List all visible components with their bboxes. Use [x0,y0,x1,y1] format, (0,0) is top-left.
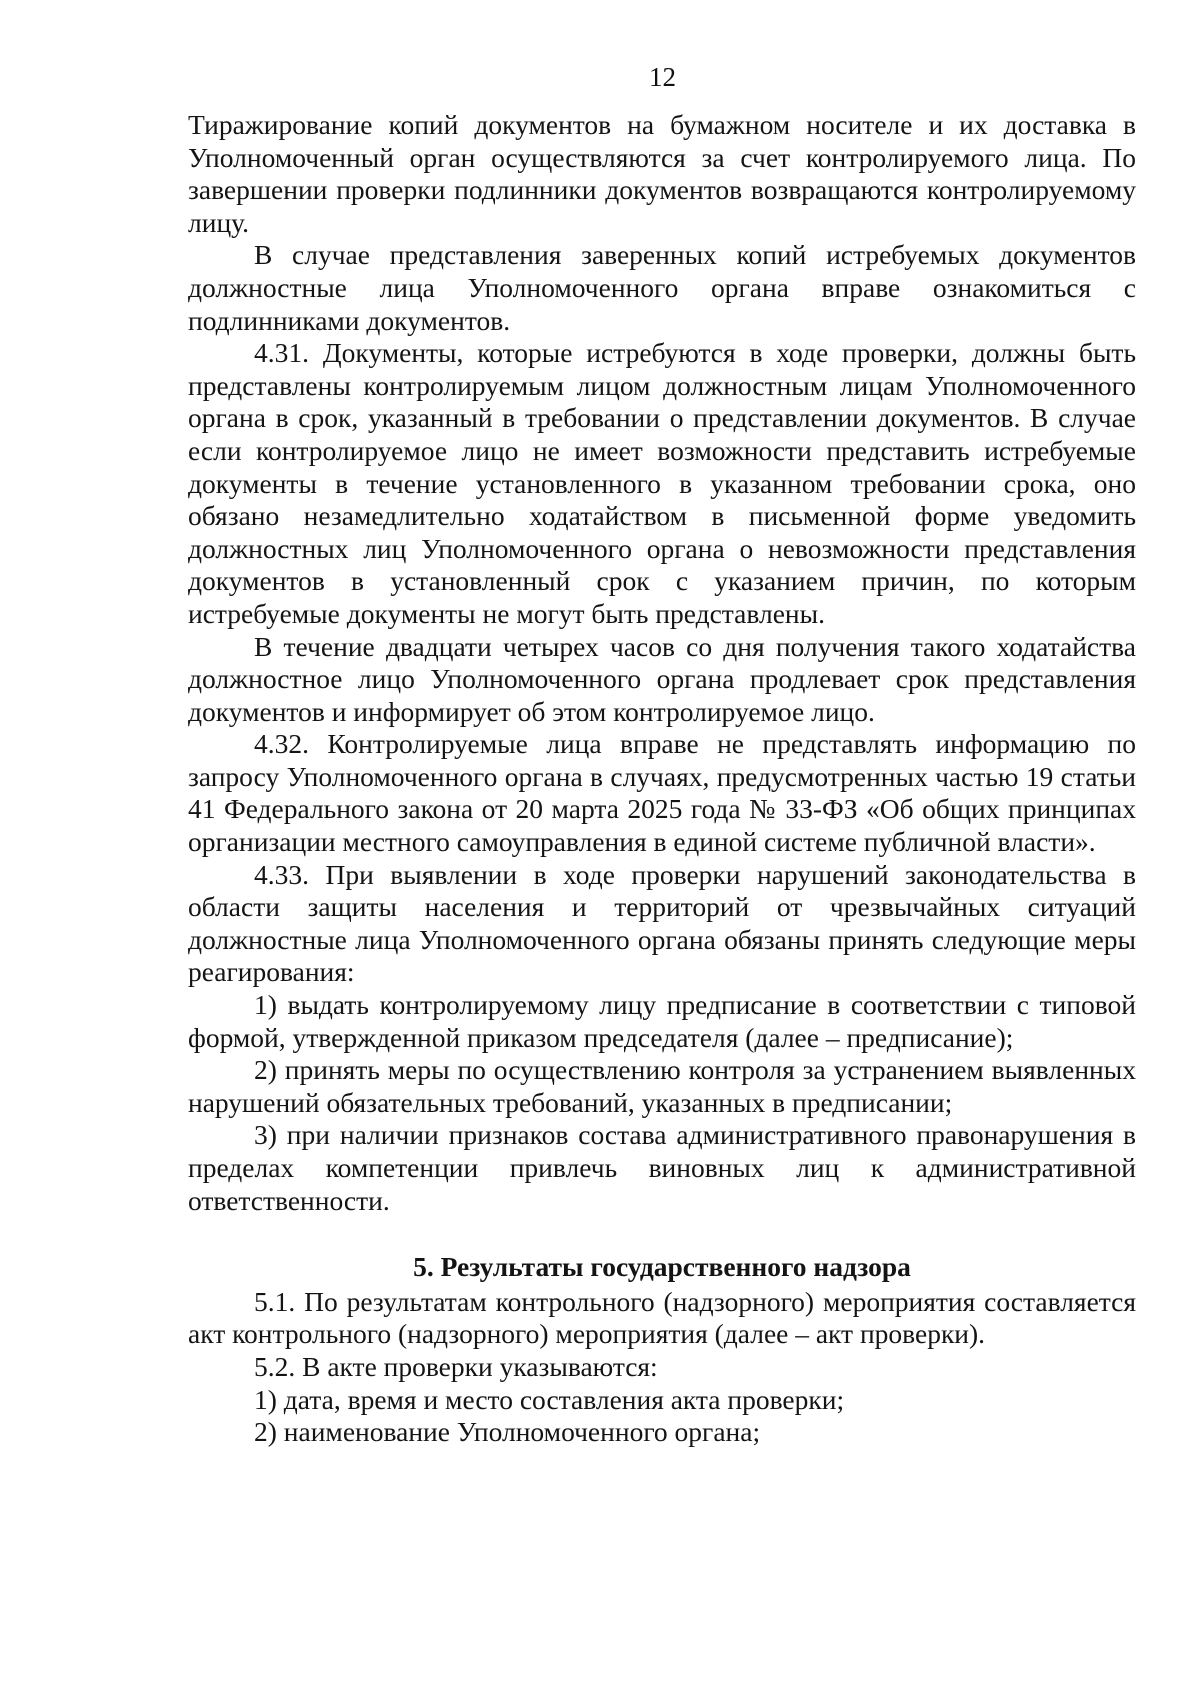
paragraph-4-31: 4.31. Документы, которые истребуются в ходе проверки, должны быть представлены контролируемым лицом должностным лицам Уполномоченного органа в срок, указанный в требовании о представлении документов. В случае если контролируемое лицо не имеет возможности представить истребуемые документы в течение установленного в указанном требовании срока, оно обязано незамедлительно ходатайством в письменной форме уведомить должностных лиц Уполномоченного органа о невозможности представления документов в установленный срок с указанием причин, по которым истребуемые документы не могут быть представлены. [188,337,1136,629]
paragraph-5-2: 5.2. В акте проверки указываются: [254,1350,658,1382]
paragraph-copies-delivery: Тиражирование копий документов на бумажном носителе и их доставка в Уполномоченный орган осуществляются за счет контролируемого лица. По завершении проверки подлинники документов возвращаются контролируемому лицу. [188,109,1136,238]
section-heading: 5. Результаты государственного надзора [413,1251,911,1283]
list-item-5-2-1: 1) дата, время и место составления акта проверки; [254,1383,845,1415]
paragraph-certified-copies: В случае представления заверенных копий истребуемых документов должностные лица Уполномоченного органа вправе ознакомиться с подлинниками документов. [188,239,1136,336]
page-number: 12 [649,62,676,92]
paragraph-4-33: 4.33. При выявлении в ходе проверки нарушений законодательства в области защиты населения и территорий от чрезвычайных ситуаций должностные лица Уполномоченного органа обязаны принять следующие меры реагирования: [188,858,1136,988]
list-item-4-33-2: 2) принять меры по осуществлению контроля за устранением выявленных нарушений обязательных требований, указанных в предписании; [188,1054,1136,1118]
document-body [188,109,1136,1449]
paragraph-24-hours: В течение двадцати четырех часов со дня получения такого ходатайства должностное лицо Уполномоченного органа продлевает срок представления документов и информирует об этом контролируемое лицо. [188,630,1136,727]
list-item-4-33-1: 1) выдать контролируемому лицу предписание в соответствии с типовой формой, утвержденной приказом председателя (далее – предписание); [188,989,1136,1053]
list-item-5-2-2: 2) наименование Уполномоченного органа; [254,1416,761,1448]
paragraph-4-32: 4.32. Контролируемые лица вправе не представлять информацию по запросу Уполномоченного органа в случаях, предусмотренных частью 19 статьи 41 Федерального закона от 20 марта 2025 года № 33-ФЗ «Об общих принципах организации местного самоуправления в единой системе публичной власти». [188,728,1136,858]
list-item-4-33-3: 3) при наличии признаков состава административного правонарушения в пределах компетенции привлечь виновных лиц к административной ответственности. [188,1119,1136,1216]
paragraph-5-1: 5.1. По результатам контрольного (надзорного) мероприятия составляется акт контрольного (надзорного) мероприятия (далее – акт проверки). [188,1285,1136,1350]
